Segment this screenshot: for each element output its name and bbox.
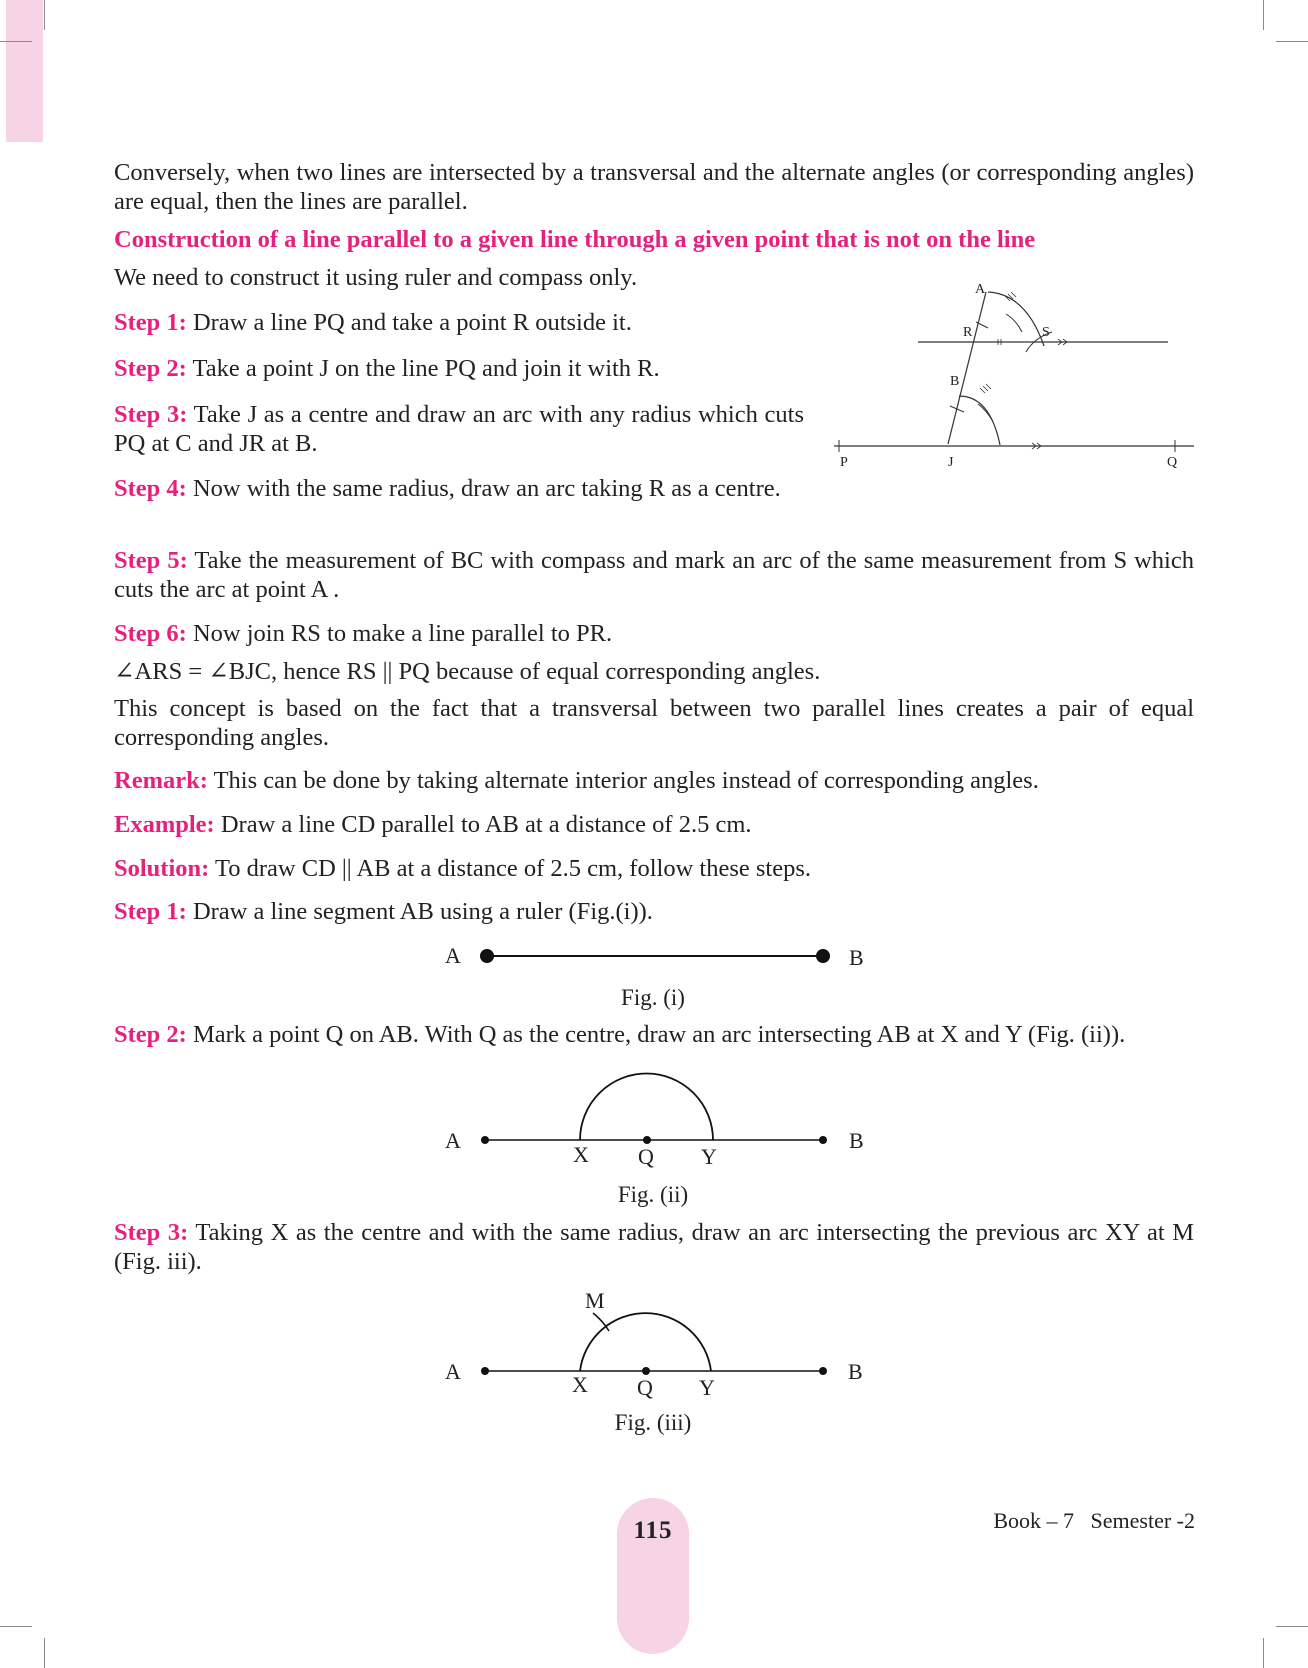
step-4: [114, 474, 804, 503]
arc-m: [593, 1313, 609, 1331]
example-label: Example:: [114, 811, 215, 838]
example-step-1: [114, 897, 1194, 926]
step-6: [114, 619, 1194, 648]
arc-xy: [580, 1074, 713, 1141]
step-text: Take J as a centre and draw an arc with any radius which cuts PQ at C and JR at B.: [114, 401, 804, 457]
step-text: Take a point J on the line PQ and join it with R.: [186, 355, 660, 382]
point-b: [816, 949, 830, 963]
label-b: B: [848, 1359, 863, 1384]
label-a: A: [445, 1128, 461, 1153]
step-label: Step 2:: [114, 1021, 187, 1048]
step-label: Step 5:: [114, 547, 188, 574]
step-label: Step 1:: [114, 309, 187, 336]
label-x: X: [573, 1142, 589, 1167]
transversal: [948, 292, 986, 444]
step-label: Step 3:: [114, 1219, 189, 1246]
solution-text: To draw CD || AB at a distance of 2.5 cm, follow these steps.: [209, 855, 811, 882]
point-b: [819, 1367, 827, 1375]
remark: [114, 766, 1194, 795]
step-text: Take the measurement of BC with compass and mark an arc of the same measurement from S which cuts the arc at point A .: [114, 547, 1194, 603]
point-a: [480, 949, 494, 963]
label-b: B: [849, 945, 864, 970]
point-q: [642, 1367, 650, 1375]
figure-1: [435, 940, 875, 980]
arc-at-r: [988, 292, 1044, 346]
point-b: [819, 1136, 827, 1144]
remark-text: This can be done by taking alternate interior angles instead of corresponding angles.: [207, 767, 1039, 794]
figure-2: [435, 1070, 875, 1170]
remark-label: Remark:: [114, 767, 208, 794]
point-a: [481, 1136, 489, 1144]
figure-1-caption: Fig. (i): [621, 985, 685, 1010]
step-text: Draw a line segment AB using a ruler (Fig.(i)).: [186, 898, 653, 925]
label-q: Q: [638, 1144, 654, 1169]
hash-marks-bottom: [980, 384, 991, 393]
point-a: [481, 1367, 489, 1375]
crop-mark: [1263, 1638, 1264, 1668]
example-step-3: [114, 1218, 1194, 1276]
step-label: Step 2:: [114, 355, 187, 382]
label-a: A: [445, 943, 461, 968]
step-3: [114, 400, 804, 458]
step-text: Mark a point Q on AB. With Q as the centre, draw an arc intersecting AB at X and Y (Fig. (ii)).: [186, 1021, 1126, 1048]
arc-bc: [978, 404, 992, 420]
section-heading: Construction of a line parallel to a given line through a given point that is not on the line: [114, 226, 1036, 253]
figure-2-caption: Fig. (ii): [617, 1182, 689, 1207]
solution: [114, 854, 1194, 883]
example-step-2: [114, 1020, 1194, 1049]
step-text: Taking X as the centre and with the same radius, draw an arc intersecting the previous arc XY at M (Fig. iii).: [114, 1219, 1194, 1275]
figure-3: [435, 1285, 875, 1400]
step-text: Draw a line PQ and take a point R outside it.: [186, 309, 632, 336]
step-label: Step 4:: [114, 475, 187, 502]
label-q: Q: [1167, 455, 1178, 470]
crop-mark: [1263, 0, 1264, 30]
label-j: J: [948, 455, 954, 470]
step-label: Step 1:: [114, 898, 187, 925]
label-r: R: [963, 325, 973, 340]
parallel-construction-diagram: [830, 280, 1210, 480]
label-s: S: [1042, 325, 1050, 340]
label-p: P: [840, 455, 848, 470]
label-y: Y: [699, 1375, 715, 1400]
label-a: A: [975, 282, 986, 297]
page-number: 115: [633, 1517, 673, 1544]
label-q: Q: [637, 1375, 653, 1400]
page-corner-tab: [6, 0, 43, 142]
step-text: Now with the same radius, draw an arc taking R as a centre.: [186, 475, 781, 502]
arc-xy: [580, 1313, 711, 1371]
label-b: B: [849, 1128, 864, 1153]
angle-statement: ∠ARS = ∠BJC, hence RS || PQ because of equal corresponding angles.: [114, 658, 821, 685]
book-label: Book – 7: [993, 1508, 1075, 1533]
step-label: Step 3:: [114, 401, 188, 428]
crop-mark: [1276, 1626, 1308, 1627]
arc-as: [1006, 314, 1022, 332]
concept-paragraph: This concept is based on the fact that a transversal between two parallel lines creates a pair of equal corresponding angles.: [114, 695, 1194, 751]
semester-label: Semester -2: [1090, 1508, 1195, 1533]
crop-mark: [1276, 41, 1308, 42]
arc-at-j: [959, 396, 1000, 445]
label-b: B: [950, 374, 960, 389]
step-label: Step 6:: [114, 620, 187, 647]
crop-mark: [44, 1638, 45, 1668]
book-info: [993, 1508, 1195, 1534]
step-5: [114, 546, 1194, 604]
crop-mark: [0, 41, 32, 42]
ruler-compass-note: We need to construct it using ruler and compass only.: [114, 264, 638, 291]
example: [114, 810, 1194, 839]
label-m: M: [585, 1288, 605, 1313]
crop-mark: [44, 0, 45, 30]
step-text: Now join RS to make a line parallel to PR.: [186, 620, 613, 647]
point-q: [643, 1136, 651, 1144]
label-y: Y: [701, 1144, 717, 1169]
example-text: Draw a line CD parallel to AB at a distance of 2.5 cm.: [214, 811, 752, 838]
label-a: A: [445, 1359, 461, 1384]
intro-paragraph: Conversely, when two lines are intersected by a transversal and the alternate angles (or corresponding angles) are equal, then the lines are parallel.: [114, 159, 1194, 215]
solution-label: Solution:: [114, 855, 210, 882]
label-x: X: [572, 1372, 588, 1397]
crop-mark: [0, 1626, 32, 1627]
figure-3-caption: Fig. (iii): [614, 1410, 692, 1435]
